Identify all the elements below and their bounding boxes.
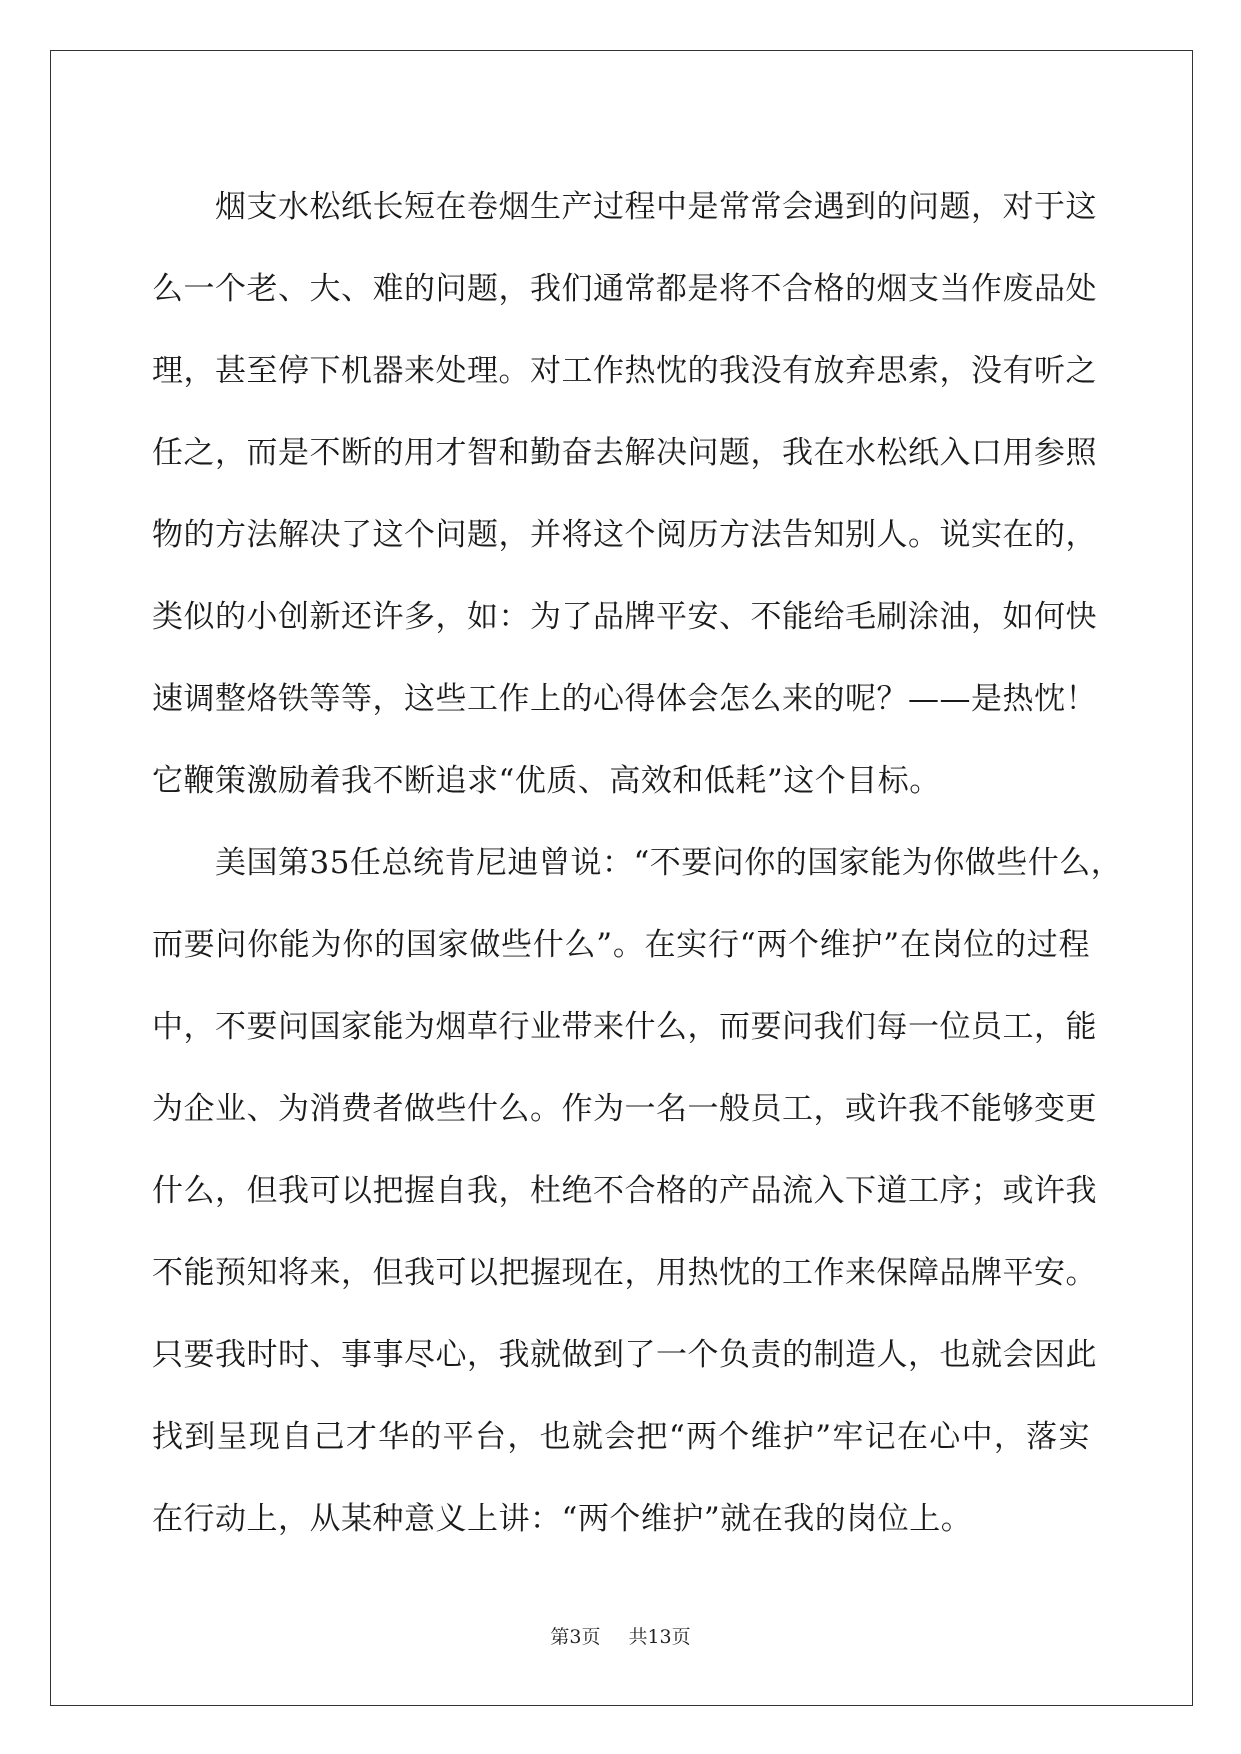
text-line: 任之，而是不断的用才智和勤奋去解决问题，我在水松纸入口用参照 xyxy=(152,435,1097,471)
page-footer xyxy=(0,1622,1241,1649)
text-line: 它鞭策激励着我不断追求“优质、高效和低耗”这个目标。 xyxy=(152,763,941,799)
page-number: 第3页 xyxy=(550,1626,601,1648)
text-line: 类似的小创新还许多，如：为了品牌平安、不能给毛刷涂油，如何快 xyxy=(152,599,1097,635)
text-line: 为企业、为消费者做些什么。作为一名一般员工，或许我不能够变更 xyxy=(152,1091,1097,1127)
text-line: 而要问你能为你的国家做些什么”。在实行“两个维护”在岗位的过程 xyxy=(152,927,1090,963)
text-line: 什么，但我可以把握自我，杜绝不合格的产品流入下道工序；或许我 xyxy=(152,1173,1097,1209)
text-line: 只要我时时、事事尽心，我就做到了一个负责的制造人，也就会因此 xyxy=(152,1337,1097,1373)
text-line: 理，甚至停下机器来处理。对工作热忱的我没有放弃思索，没有听之 xyxy=(152,353,1097,389)
text-line: 不能预知将来，但我可以把握现在，用热忱的工作来保障品牌平安。 xyxy=(152,1255,1097,1291)
text-line: 找到呈现自己才华的平台，也就会把“两个维护”牢记在心中，落实 xyxy=(152,1419,1090,1455)
text-line: 烟支水松纸长短在卷烟生产过程中是常常会遇到的问题，对于这 xyxy=(152,189,1097,225)
text-line: 中，不要问国家能为烟草行业带来什么，而要问我们每一位员工，能 xyxy=(152,1009,1097,1045)
text-line: 速调整烙铁等等，这些工作上的心得体会怎么来的呢？——是热忱！ xyxy=(152,681,1097,717)
text-line: 么一个老、大、难的问题，我们通常都是将不合格的烟支当作废品处 xyxy=(152,271,1097,307)
text-line: 在行动上，从某种意义上讲：“两个维护”就在我的岗位上。 xyxy=(152,1501,973,1537)
document-body xyxy=(152,166,1123,1560)
text-line: 物的方法解决了这个问题，并将这个阅历方法告知别人。说实在的， xyxy=(152,517,1097,553)
page-total: 共13页 xyxy=(628,1626,691,1648)
text-line: 美国第35任总统肯尼迪曾说：“不要问你的国家能为你做些什么， xyxy=(152,845,1123,881)
